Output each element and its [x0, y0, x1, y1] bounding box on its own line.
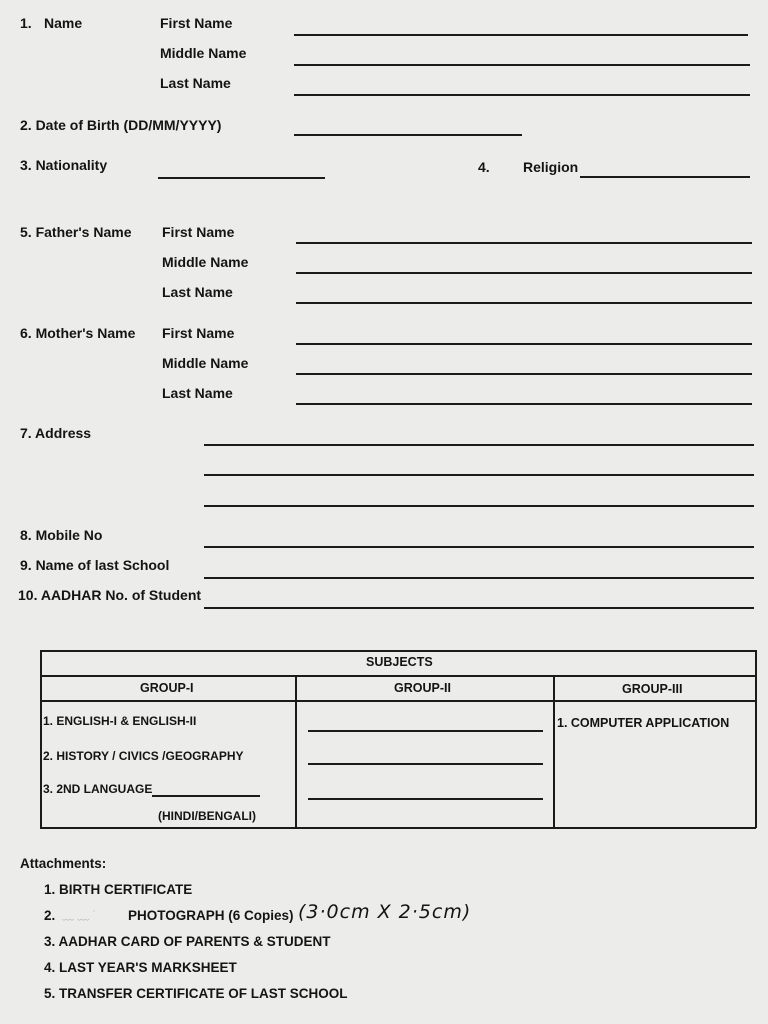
second-language-input-line[interactable]: [152, 795, 260, 797]
religion-input-line[interactable]: [580, 176, 750, 178]
field-4-label: Religion: [523, 159, 579, 175]
mother-first-input-line[interactable]: [296, 343, 752, 345]
group-1-subject-1: 1. ENGLISH-I & ENGLISH-II: [43, 714, 197, 728]
field-1-label: Name: [44, 15, 83, 31]
mother-last-input-line[interactable]: [296, 403, 752, 405]
table-border-right: [755, 650, 757, 828]
father-last-label: Last Name: [162, 284, 233, 300]
field-6-label: 6. Mother's Name: [20, 325, 136, 341]
address-input-line-2[interactable]: [204, 474, 754, 476]
table-divider-title: [40, 675, 756, 677]
father-first-label: First Name: [162, 224, 235, 240]
name-last-input-line[interactable]: [294, 94, 750, 96]
table-border-left: [40, 650, 42, 828]
field-9-label: 9. Name of last School: [20, 557, 170, 573]
group-2-input-line-2[interactable]: [308, 763, 543, 765]
address-input-line-1[interactable]: [204, 444, 754, 446]
father-middle-label: Middle Name: [162, 254, 249, 270]
field-8-label: 8. Mobile No: [20, 527, 103, 543]
field-7-label: 7. Address: [20, 425, 92, 441]
dob-input-line[interactable]: [294, 134, 522, 136]
name-middle-label: Middle Name: [160, 45, 247, 61]
father-last-input-line[interactable]: [296, 302, 752, 304]
name-first-label: First Name: [160, 15, 233, 31]
attachment-1: 1. BIRTH CERTIFICATE: [44, 882, 193, 897]
mother-middle-label: Middle Name: [162, 355, 249, 371]
mother-middle-input-line[interactable]: [296, 373, 752, 375]
handwritten-photo-size: (3·0cm X 2·5cm): [298, 901, 472, 923]
attachment-5: 5. TRANSFER CERTIFICATE OF LAST SCHOOL: [44, 986, 348, 1001]
field-2-label: 2. Date of Birth (DD/MM/YYYY): [20, 117, 222, 133]
attachment-3: 3. AADHAR CARD OF PARENTS & STUDENT: [44, 934, 331, 949]
mother-first-label: First Name: [162, 325, 235, 341]
name-middle-input-line[interactable]: [294, 64, 750, 66]
subjects-title: SUBJECTS: [366, 655, 433, 669]
field-4-number: 4.: [478, 159, 490, 175]
last-school-input-line[interactable]: [204, 577, 754, 579]
mobile-input-line[interactable]: [204, 546, 754, 548]
attachment-2-text: PHOTOGRAPH (6 Copies): [128, 908, 294, 923]
attachment-2-number: 2.: [44, 908, 56, 923]
group-2-input-line-1[interactable]: [308, 730, 543, 732]
name-first-input-line[interactable]: [294, 34, 748, 36]
nationality-input-line[interactable]: [158, 177, 325, 179]
group-2-input-line-3[interactable]: [308, 798, 543, 800]
name-last-label: Last Name: [160, 75, 231, 91]
table-border-top: [40, 650, 756, 652]
smudge-mark: ﹏ ﹏ ˙: [62, 908, 97, 922]
field-10-label: 10. AADHAR No. of Student: [18, 587, 202, 603]
attachment-4: 4. LAST YEAR'S MARKSHEET: [44, 960, 237, 975]
father-first-input-line[interactable]: [296, 242, 752, 244]
address-input-line-3[interactable]: [204, 505, 754, 507]
group-1-header: GROUP-I: [140, 681, 194, 695]
attachments-title: Attachments:: [20, 856, 107, 871]
field-1-number: 1.: [20, 15, 32, 31]
group-1-subject-3: 3. 2ND LANGUAGE: [43, 782, 153, 796]
second-language-note: (HINDI/BENGALI): [158, 809, 256, 823]
group-1-subject-2: 2. HISTORY / CIVICS /GEOGRAPHY: [43, 749, 244, 763]
table-divider-header: [40, 700, 756, 702]
group-2-header: GROUP-II: [394, 681, 451, 695]
table-col-divider-1: [295, 675, 297, 828]
group-3-subject-1: 1. COMPUTER APPLICATION: [557, 716, 730, 730]
table-col-divider-2: [553, 675, 555, 828]
aadhar-input-line[interactable]: [204, 607, 754, 609]
field-3-label: 3. Nationality: [20, 157, 108, 173]
field-5-label: 5. Father's Name: [20, 224, 132, 240]
mother-last-label: Last Name: [162, 385, 233, 401]
table-border-bottom: [40, 827, 756, 829]
father-middle-input-line[interactable]: [296, 272, 752, 274]
group-3-header: GROUP-III: [622, 682, 683, 696]
